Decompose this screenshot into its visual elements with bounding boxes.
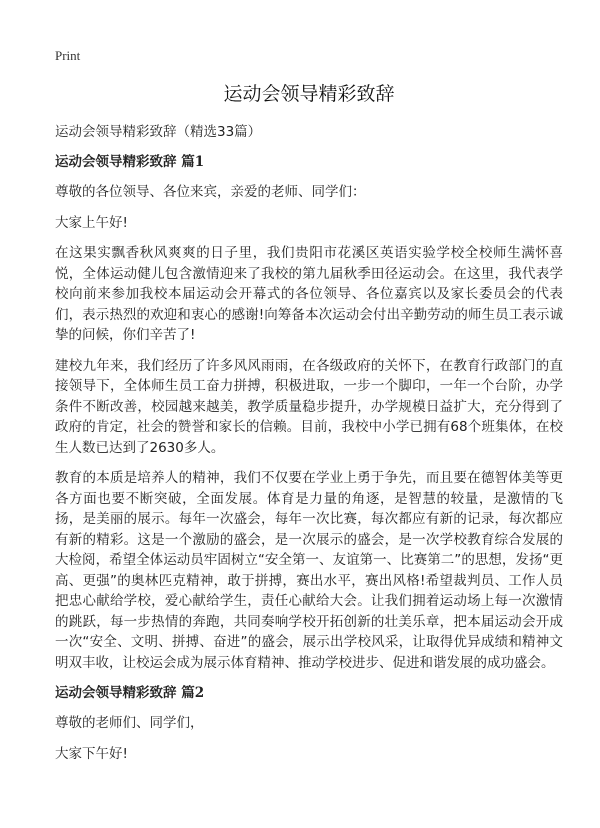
- paragraph: 教育的本质是培养人的精神，我们不仅要在学业上勇于争先，而且要在德智体美等更各方面也要不断突破，全面发展。体育是力量的角逐，是智慧的较量，是激情的飞扬，是美丽的展示。每年一次盛会，每年一次比赛，每次都应有新的记录，每次都应有新的精彩。这是一个激励的盛会，是一次展示的盛会，是一次学校教育综合发展的大检阅，希望全体运动员牢固树立“安全第一、友谊第一、比赛第二”的思想，发扬“更高、更强”的奥林匹克精神，敢于拼搏，赛出水平，赛出风格!希望裁判员、工作人员把忠心献给学校，爱心献给学生，责任心献给大会。让我们拥着运动场上每一次激情的跳跃，每一步热情的奔跑，共同奏响学校开拓创新的壮美乐章，把本届运动会开成一次“安全、文明、拼搏、奋进”的盛会，展示出学校风采，让取得优异成绩和精神文明双丰收，让校运会成为展示体育精神、推动学校进步、促进和谐发展的成功盛会。: [55, 470, 563, 671]
- paragraph: 尊敬的老师们、同学们，: [55, 715, 204, 731]
- paragraph: 建校九年来，我们经历了许多风风雨雨，在各级政府的关怀下，在教育行政部门的直接领导下，全体师生员工奋力拼搏，积极进取，一步一个脚印，一年一个台阶，办学条件不断改善，校园越来越美，教学质量稳步提升，办学规模日益扩大，充分得到了政府的肯定，社会的赞誉和家长的信赖。目前，我校中小学已拥有68个班集体，在校生人数已达到了2630多人。: [55, 357, 563, 456]
- print-link[interactable]: Print: [55, 48, 81, 63]
- paragraph: 大家上午好!: [55, 214, 128, 231]
- section-heading: 运动会领导精彩致辞 篇2: [55, 685, 205, 701]
- page-title: 运动会领导精彩致辞: [223, 83, 395, 105]
- subtitle: 运动会领导精彩致辞（精选33篇）: [55, 124, 262, 140]
- document: [55, 80, 563, 774]
- paragraph: 大家下午好!: [55, 745, 128, 762]
- paragraph: 在这果实飘香秋风爽爽的日子里，我们贵阳市花溪区英语实验学校全校师生满怀喜悦，全体运动健儿包含激情迎来了我校的第九届秋季田径运动会。在这里，我代表学校向前来参加我校本届运动会开幕式的各位领导、各位嘉宾以及家长委员会的代表们，表示热烈的欢迎和衷心的感谢!向筹备本次运动会付出辛勤劳动的师生员工表示诚挚的问候，你们辛苦了!: [55, 245, 563, 343]
- section-heading: 运动会领导精彩致辞 篇1: [55, 154, 205, 170]
- paragraph: 尊敬的各位领导、各位来宾，亲爱的老师、同学们：: [55, 184, 366, 200]
